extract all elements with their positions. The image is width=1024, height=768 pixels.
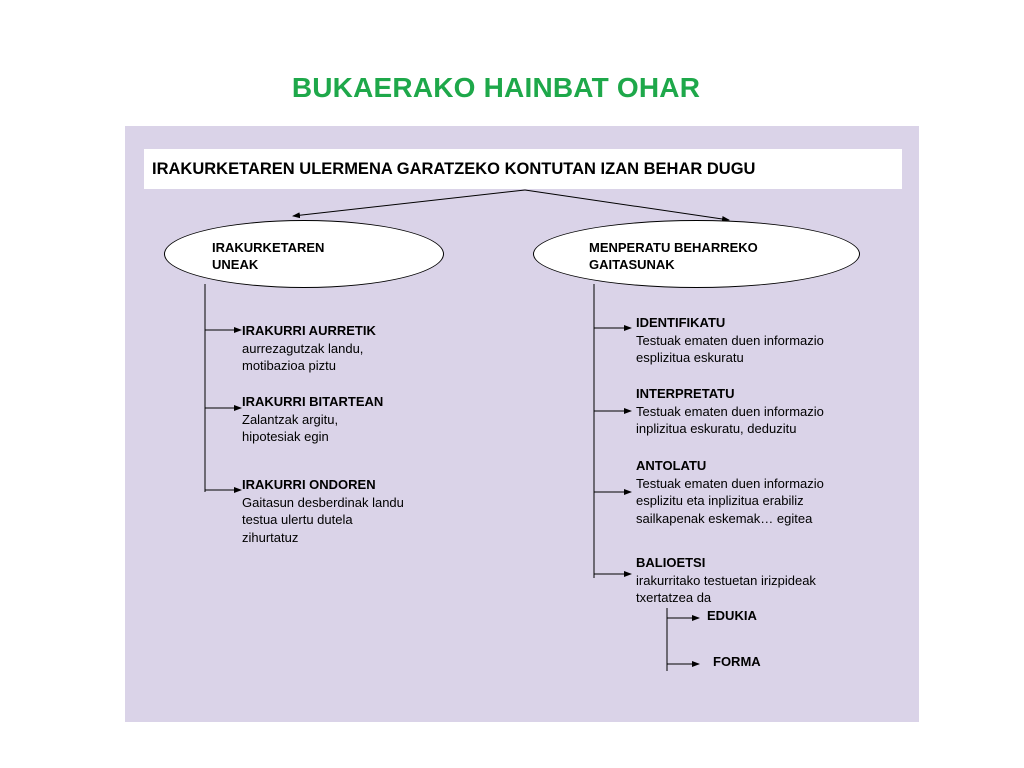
- left-item: [242, 393, 383, 446]
- left-item-desc: Gaitasun desberdinak landu testua ulertu dutela zihurtatuz: [242, 494, 404, 545]
- right-item: [636, 457, 824, 527]
- left-item-title: IRAKURRI AURRETIK: [242, 323, 376, 338]
- left-item-title: IRAKURRI BITARTEAN: [242, 394, 384, 409]
- subitem-forma: FORMA: [713, 654, 761, 669]
- right-item: [636, 554, 816, 607]
- left-ellipse-label: IRAKURKETAREN UNEAK: [212, 240, 325, 272]
- left-item-desc: aurrezagutzak landu, motibazioa piztu: [242, 340, 364, 373]
- right-item-title: IDENTIFIKATU: [636, 315, 726, 330]
- slide-title: BUKAERAKO HAINBAT OHAR: [291, 72, 701, 103]
- left-item-title: IRAKURRI ONDOREN: [242, 477, 376, 492]
- right-item-desc: Testuak ematen duen informazio inplizitua eskuratu, deduzitu: [636, 403, 824, 436]
- header-to-left-arrow: [293, 190, 525, 216]
- left-item: [242, 476, 404, 546]
- right-item-desc: Testuak ematen duen informazio esplizitu eta inplizitua erabiliz sailkapenak eskemak… egitea: [636, 475, 824, 526]
- header-to-right-arrow: [525, 190, 729, 220]
- right-item-title: ANTOLATU: [636, 458, 707, 473]
- right-item-title: BALIOETSI: [636, 555, 706, 570]
- right-item: [636, 385, 824, 438]
- right-item-desc: irakurritako testuetan irizpideak txertatzea da: [636, 572, 816, 605]
- diagram-header: IRAKURKETAREN ULERMENA GARATZEKO KONTUTAN IZAN BEHAR DUGU: [144, 149, 902, 189]
- right-item: [636, 314, 824, 367]
- left-item: [242, 322, 376, 375]
- right-item-desc: Testuak ematen duen informazio esplizitua eskuratu: [636, 332, 824, 365]
- diagram-panel: [125, 126, 919, 722]
- right-ellipse-label: MENPERATU BEHARREKO GAITASUNAK: [589, 240, 758, 272]
- right-item-title: INTERPRETATU: [636, 386, 735, 401]
- left-item-desc: Zalantzak argitu, hipotesiak egin: [242, 411, 339, 444]
- subitem-edukia: EDUKIA: [707, 608, 757, 623]
